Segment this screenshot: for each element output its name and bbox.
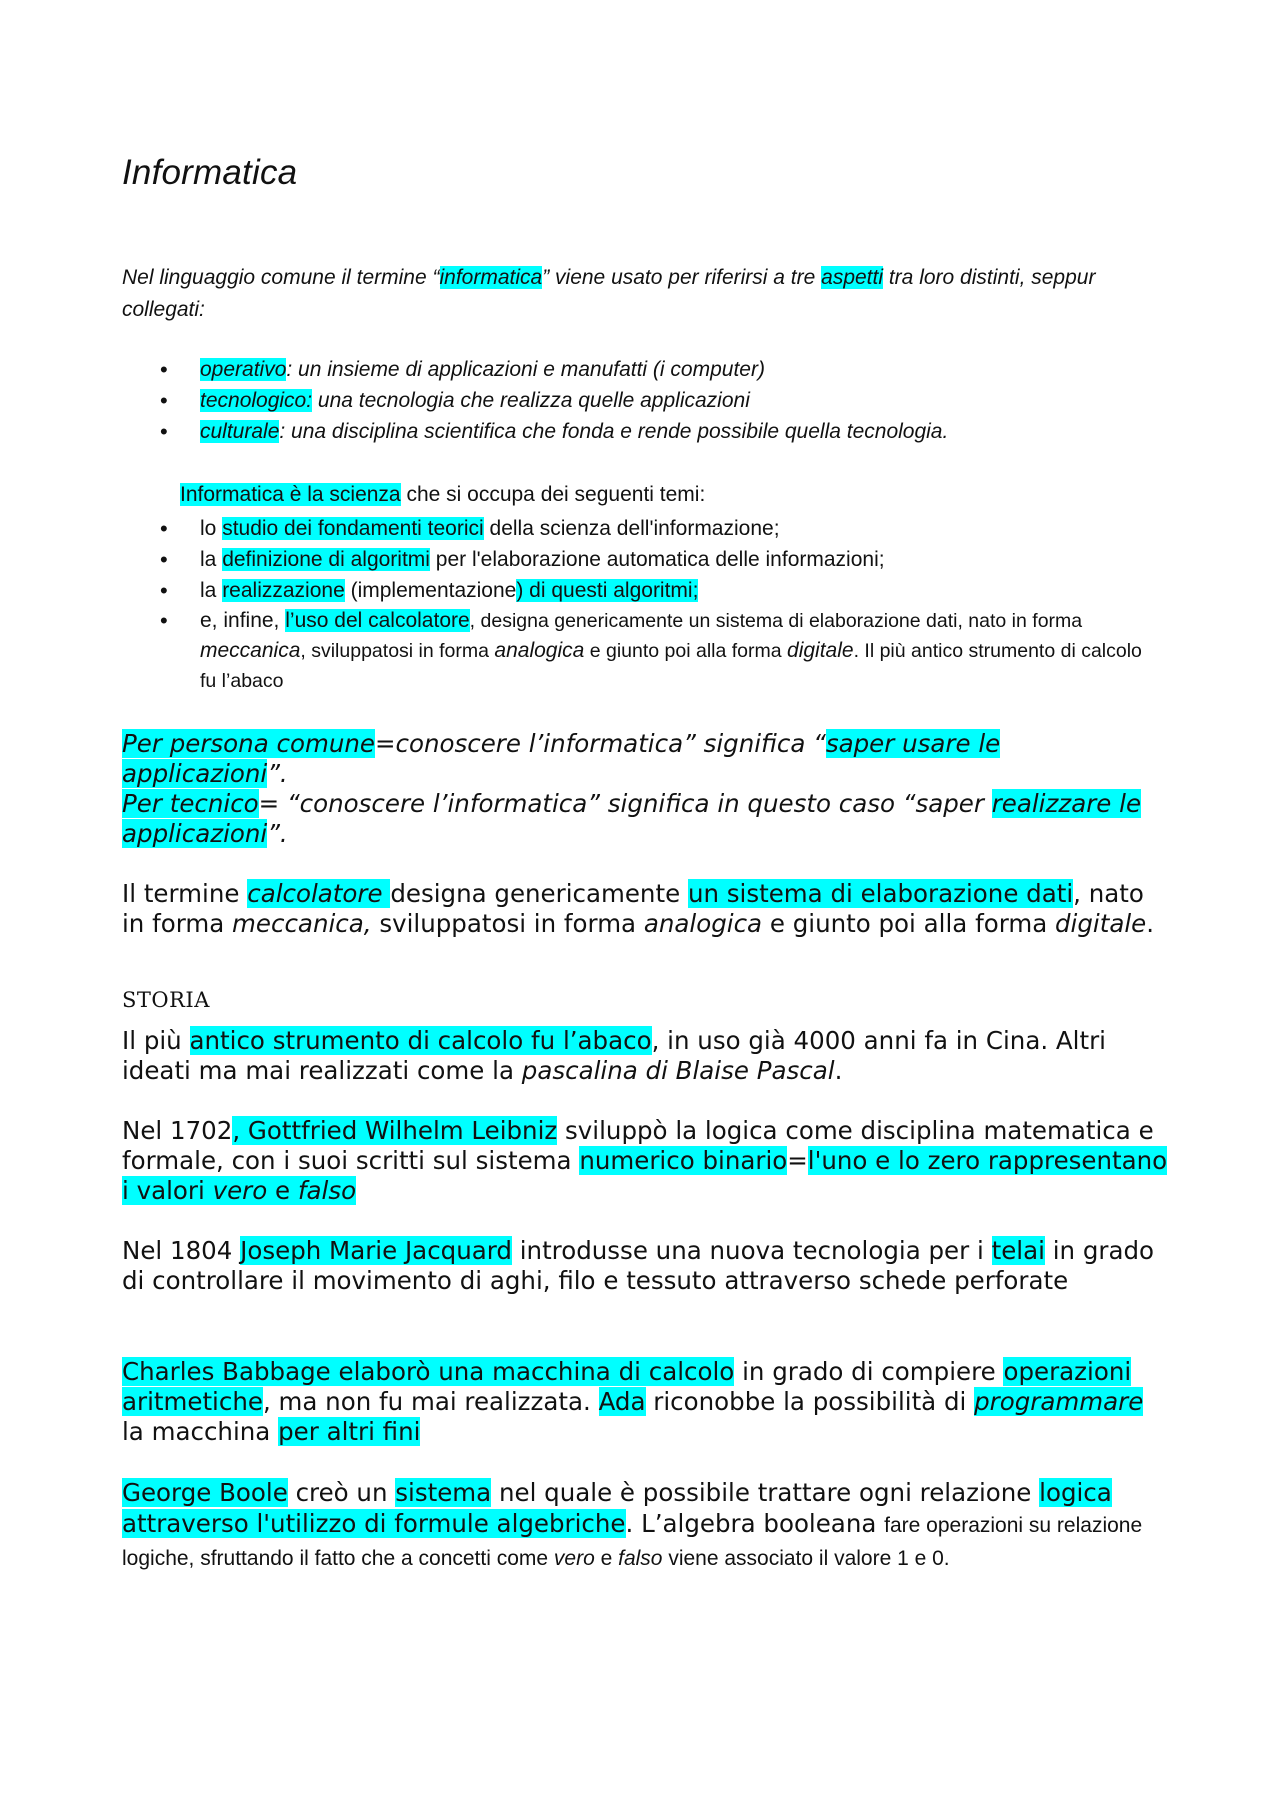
persona-paragraph: Per persona comune=conoscere l’informatica” significa “saper usare le applicazioni”. Per tecnico= “conoscere l’informatica” significa in questo caso “saper realizzare le applicazioni”. xyxy=(122,729,1142,848)
boole-paragraph: George Boole creò un sistema nel quale è possibile trattare ogni relazione logica attraverso l'utilizzo di formule algebriche. L’algebra booleana fare operazioni su relazione logiche, sfruttando il fatto che a concetti come vero e falso viene associato il valore 1 e 0. xyxy=(122,1478,1143,1570)
aspects-list xyxy=(122,354,1152,447)
calcolatore-paragraph: Il termine calcolatore designa genericamente un sistema di elaborazione dati, nato in forma meccanica, sviluppatosi in forma analogica e giunto poi alla forma digitale. xyxy=(122,879,1155,938)
list-item: • tecnologico: una tecnologia che realizza quelle applicazioni xyxy=(122,385,1152,416)
jacquard-paragraph: Nel 1804 Joseph Marie Jacquard introdusse una nuova tecnologia per i telai in grado di controllare il movimento di aghi, filo e tessuto attraverso schede perforate xyxy=(122,1236,1154,1295)
babbage-paragraph: Charles Babbage elaborò una macchina di calcolo in grado di compiere operazioni aritmetiche, ma non fu mai realizzata. Ada riconobbe la possibilità di programmare la macchina per altri fini xyxy=(122,1357,1144,1446)
list-item: • culturale: una disciplina scientifica che fonda e rende possibile quella tecnologia. xyxy=(122,416,1152,447)
leibniz-paragraph: Nel 1702, Gottfried Wilhelm Leibniz sviluppò la logica come disciplina matematica e formale, con i suoi scritti sul sistema numerico binario=l'uno e lo zero rappresentano i valori vero e falso xyxy=(122,1116,1168,1205)
intro-paragraph: Nel linguaggio comune il termine “informatica” viene usato per riferirsi a tre aspetti tra loro distinti, seppur collegati: xyxy=(122,266,1096,321)
list-item: • operativo: un insieme di applicazioni e manufatti (i computer) xyxy=(122,354,1152,385)
page-title: Informatica xyxy=(122,153,298,192)
temi-intro: Informatica è la scienza che si occupa dei seguenti temi: xyxy=(180,483,706,506)
section-heading: STORIA xyxy=(122,988,210,1012)
list-item: • la realizzazione (implementazione) di questi algoritmi; xyxy=(122,575,1162,606)
list-item: • la definizione di algoritmi per l'elaborazione automatica delle informazioni; xyxy=(122,544,1162,575)
list-item: • e, infine, l’uso del calcolatore, designa genericamente un sistema di elaborazione dati, nato in forma meccanica, sviluppatosi in forma analogica e giunto poi alla forma digitale. Il più antico strumento di calcolo fu l’abaco xyxy=(122,606,1162,696)
storia-paragraph: Il più antico strumento di calcolo fu l’abaco, in uso già 4000 anni fa in Cina. Altri ideati ma mai realizzati come la pascalina di Blaise Pascal. xyxy=(122,1026,1106,1085)
list-item: • lo studio dei fondamenti teorici della scienza dell'informazione; xyxy=(122,513,1162,544)
temi-list xyxy=(122,513,1162,696)
